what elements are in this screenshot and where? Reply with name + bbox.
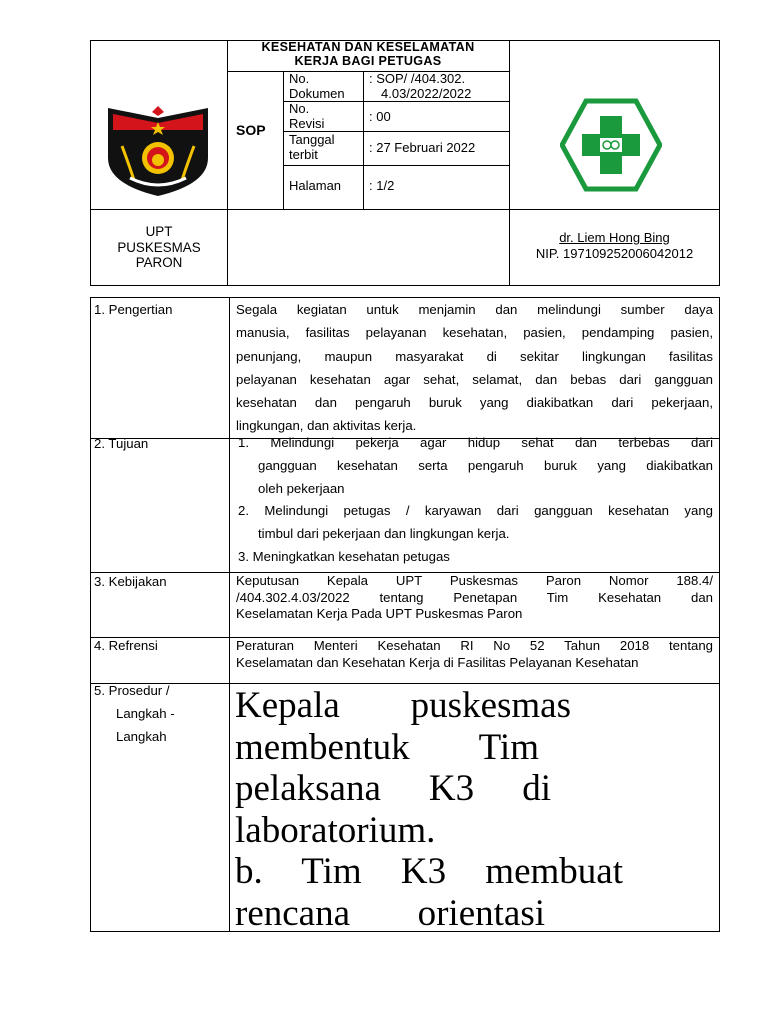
list-item-cont: gangguan kesehatan serta pengaruh buruk yang diakibatkan (258, 457, 713, 473)
revision-value: : 00 (369, 109, 391, 124)
label-line: No. (289, 101, 310, 116)
signer-name: dr. Liem Hong Bing (559, 230, 670, 245)
label-line: Revisi (289, 116, 325, 131)
text-line: kesehatan dan pengaruh buruk yang diakibatkan dari pekerjaan, (236, 395, 713, 411)
text-line: Keselamatan Kerja Pada UPT Puskesmas Paron (236, 606, 523, 621)
issue-date-value: : 27 Februari 2022 (369, 140, 476, 155)
row-label-prosedur (94, 679, 175, 748)
title-line: KERJA BAGI PETUGAS (294, 53, 442, 68)
label-line: Tanggal (289, 132, 335, 147)
doc-number-label (289, 71, 345, 101)
doc-number-value (369, 71, 471, 101)
signer-block (509, 230, 720, 262)
list-item-cont: timbul dari pekerjaan dan lingkungan kerja. (258, 526, 510, 542)
label-line: No. (289, 71, 310, 86)
text-line: Segala kegiatan untuk menjamin dan melindungi sumber daya (236, 302, 713, 317)
page-value: : 1/2 (369, 178, 395, 193)
document-title (227, 41, 509, 68)
refrensi-text (236, 637, 713, 671)
kebijakan-text (236, 573, 713, 623)
label-line: Langkah (116, 729, 167, 744)
text-line: lingkungan, dan aktivitas kerja. (236, 418, 417, 434)
revision-label (289, 101, 324, 131)
org-line: PARON (135, 255, 183, 270)
value-line: : SOP/ /404.302. (369, 71, 466, 86)
tujuan-list (238, 432, 713, 569)
label-line: 5. Prosedur / (94, 683, 170, 698)
text-line: rencana orientasi (235, 892, 545, 934)
list-item: 3. Meningkatkan kesehatan petugas (238, 548, 450, 564)
signer-nip: NIP. 197109252006042012 (535, 246, 694, 261)
text-line: Kepala puskesmas (235, 685, 571, 726)
text-line: penunjang, maupun masyarakat di sekitar lingkungan fasilitas (236, 348, 713, 364)
sop-label: SOP (236, 122, 266, 138)
puskesmas-hexagon-cross-icon (560, 98, 662, 192)
list-item: 2. Melindungi petugas / karyawan dari gangguan kesehatan yang (238, 503, 713, 519)
text-line: Keputusan Kepala UPT Puskesmas Paron Nomor 188.4/ (236, 573, 713, 588)
text-line: /404.302.4.03/2022 tentang Penetapan Tim Kesehatan dan (236, 589, 713, 605)
text-line: b. Tim K3 membuat (235, 851, 623, 892)
title-line: KESEHATAN DAN KESELAMATAN (261, 40, 475, 54)
org-line: PUSKESMAS (117, 239, 201, 255)
text-line: membentuk Tim (235, 726, 539, 768)
row-label-pengertian: 1. Pengertian (94, 302, 173, 317)
prosedur-text (235, 685, 625, 934)
value-line: 4.03/2022/2022 (381, 86, 472, 101)
regency-shield-logo-icon (104, 106, 212, 198)
row-label-kebijakan: 3. Kebijakan (94, 574, 167, 589)
row-label-refrensi: 4. Refrensi (94, 638, 158, 653)
text-line: pelaksana K3 di (235, 768, 551, 809)
text-line: laboratorium. (235, 809, 436, 851)
issue-date-label (289, 132, 335, 162)
text-line: manusia, fasilitas pelayanan kesehatan, pasien, pendamping pasien, (236, 325, 713, 341)
list-item-cont: oleh pekerjaan (258, 480, 345, 496)
label-line: Langkah - (116, 706, 175, 721)
pengertian-text (236, 298, 713, 438)
organization-name (91, 224, 227, 271)
page-label: Halaman (289, 178, 342, 193)
list-item: 1. Melindungi pekerja agar hidup sehat dan terbebas dari (238, 435, 713, 450)
text-line: Peraturan Menteri Kesehatan RI No 52 Tahun 2018 tentang (236, 638, 713, 653)
label-line: terbit (289, 147, 318, 162)
row-label-tujuan: 2. Tujuan (94, 436, 149, 451)
org-line: UPT (145, 224, 173, 239)
label-line: Dokumen (289, 86, 345, 101)
text-line: Keselamatan dan Kesehatan Kerja di Fasilitas Pelayanan Kesehatan (236, 655, 639, 670)
text-line: pelayanan kesehatan agar sehat, selamat, dan bebas dari gangguan (236, 371, 713, 387)
